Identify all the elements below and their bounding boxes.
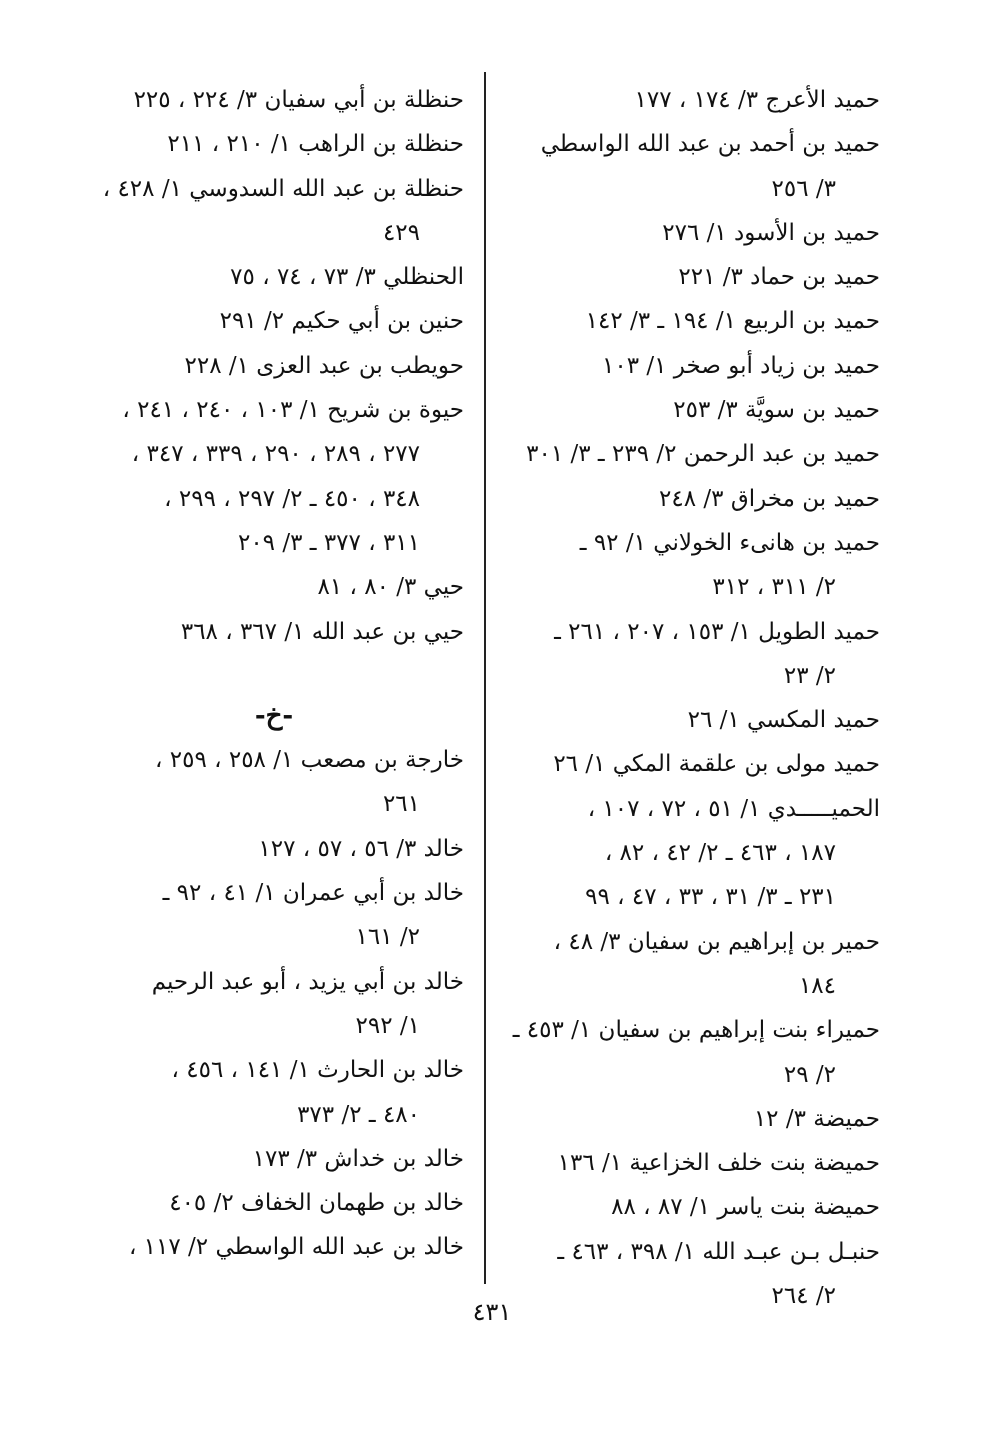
index-group-kha bbox=[84, 738, 464, 1270]
section-heading-kha: -خ- bbox=[254, 700, 294, 731]
index-entry: حميد بن سويَّة ٣/ ٢٥٣ bbox=[673, 397, 880, 424]
index-entry-continuation: ٤٢٩ bbox=[382, 219, 420, 246]
index-entry: حميد بن هانىء الخولاني ١/ ٩٢ ـ bbox=[579, 529, 880, 556]
index-entry: حويطب بن عبد العزى ١/ ٢٢٨ bbox=[184, 352, 464, 379]
index-entry-continuation: ٢٧٧ ، ٢٨٩ ، ٢٩٠ ، ٣٣٩ ، ٣٤٧ ، bbox=[131, 441, 420, 468]
index-entry: حنظلة بن الراهب ١/ ٢١٠ ، ٢١١ bbox=[167, 131, 464, 158]
index-entry: خالد بن خداش ٣/ ١٧٣ bbox=[252, 1145, 464, 1172]
index-entry: خالد بن أبي يزيد ، أبو عبد الرحيم bbox=[151, 968, 464, 995]
index-entry: خالد ٣/ ٥٦ ، ٥٧ ، ١٢٧ bbox=[258, 835, 464, 862]
index-entry-continuation: ٢٦١ bbox=[382, 791, 420, 818]
index-entry: حميضة بنت خلف الخزاعية ١/ ١٣٦ bbox=[557, 1150, 880, 1177]
index-entry-continuation: ٢/ ٣١١ ، ٣١٢ bbox=[712, 574, 836, 601]
index-entry: حميراء بنت إبراهيم بن سفيان ١/ ٤٥٣ ـ bbox=[512, 1017, 880, 1044]
index-group-ha bbox=[84, 78, 464, 654]
index-entry-continuation: ١٨٤ bbox=[798, 972, 836, 999]
index-entry: حمير بن إبراهيم بن سفيان ٣/ ٤٨ ، bbox=[553, 928, 880, 955]
page-number: ٤٣١ bbox=[472, 1298, 512, 1326]
index-entry: حنظلة بن أبي سفيان ٣/ ٢٢٤ ، ٢٢٥ bbox=[133, 87, 464, 113]
index-entry-continuation: ٢/ ٢٩ bbox=[783, 1061, 836, 1088]
index-entry: حيي ٣/ ٨٠ ، ٨١ bbox=[317, 574, 464, 601]
index-entry: حميد الأعرج ٣/ ١٧٤ ، ١٧٧ bbox=[634, 87, 880, 113]
index-entry-continuation: ٣١١ ، ٣٧٧ ـ ٣/ ٢٠٩ bbox=[237, 529, 420, 556]
index-entry: خارجة بن مصعب ١/ ٢٥٨ ، ٢٥٩ ، bbox=[155, 747, 464, 774]
index-entry: الحميـــــدي ١/ ٥١ ، ٧٢ ، ١٠٧ ، bbox=[587, 795, 880, 822]
index-entry: حميد بن الربيع ١/ ١٩٤ ـ ٣/ ١٤٢ bbox=[585, 308, 880, 335]
index-entry-continuation: ٢٣١ ـ ٣/ ٣١ ، ٣٣ ، ٤٧ ، ٩٩ bbox=[585, 884, 836, 911]
index-entry: حميضة بنت ياسر ١/ ٨٧ ، ٨٨ bbox=[611, 1194, 880, 1221]
index-entry: حميد بن عبد الرحمن ٢/ ٢٣٩ ـ ٣/ ٣٠١ bbox=[526, 441, 880, 468]
index-entry: حميضة ٣/ ١٢ bbox=[753, 1105, 880, 1132]
index-entry-continuation: ٢/ ٢٣ bbox=[783, 662, 836, 689]
index-entry: حنين بن أبي حكيم ٢/ ٢٩١ bbox=[219, 308, 464, 335]
index-entry: خالد بن طهمان الخفاف ٢/ ٤٠٥ bbox=[169, 1190, 464, 1217]
index-entry-continuation: ٤٨٠ ـ ٢/ ٣٧٣ bbox=[297, 1101, 420, 1128]
index-entry: خالد بن أبي عمران ١/ ٤١ ، ٩٢ ـ bbox=[162, 880, 464, 907]
index-entry: حنظلة بن عبد الله السدوسي ١/ ٤٢٨ ، bbox=[102, 175, 464, 202]
index-column-left bbox=[84, 78, 464, 1270]
index-entry: حميد بن الأسود ١/ ٢٧٦ bbox=[662, 219, 880, 246]
index-entry: خالد بن الحارث ١/ ١٤١ ، ٤٥٦ ، bbox=[171, 1057, 464, 1084]
index-entry: حميد مولى بن علقمة المكي ١/ ٢٦ bbox=[553, 751, 880, 778]
index-entry: حيي بن عبد الله ١/ ٣٦٧ ، ٣٦٨ bbox=[180, 618, 464, 645]
index-entry-continuation: ٢/ ١٦١ bbox=[355, 924, 420, 951]
index-entry: حيوة بن شريح ١/ ١٠٣ ، ٢٤٠ ، ٢٤١ ، bbox=[122, 397, 464, 424]
index-entry: حميد بن مخراق ٣/ ٢٤٨ bbox=[659, 485, 880, 512]
column-divider bbox=[484, 72, 486, 1284]
index-entry: الحنظلي ٣/ ٧٣ ، ٧٤ ، ٧٥ bbox=[230, 264, 464, 291]
index-entry-continuation: ٢/ ٢٦٤ bbox=[771, 1283, 836, 1310]
index-entry: حنبـل بـن عبـد الله ١/ ٣٩٨ ، ٤٦٣ ـ bbox=[557, 1238, 880, 1265]
index-entry: حميد بن حماد ٣/ ٢٢١ bbox=[678, 264, 880, 291]
index-entry: حميد الطويل ١/ ١٥٣ ، ٢٠٧ ، ٢٦١ ـ bbox=[554, 618, 880, 645]
index-entry: خالد بن عبد الله الواسطي ٢/ ١١٧ ، bbox=[128, 1234, 464, 1261]
index-entry-continuation: ١٨٧ ، ٤٦٣ ـ ٢/ ٤٢ ، ٨٢ ، bbox=[604, 840, 836, 867]
index-entry: حميد بن أحمد بن عبد الله الواسطي bbox=[540, 131, 880, 158]
index-entry-continuation: ١/ ٢٩٢ bbox=[355, 1012, 420, 1039]
index-entry-continuation: ٣٤٨ ، ٤٥٠ ـ ٢/ ٢٩٧ ، ٢٩٩ ، bbox=[164, 485, 420, 512]
index-entry: حميد المكسي ١/ ٢٦ bbox=[687, 707, 880, 734]
index-entry-continuation: ٣/ ٢٥٦ bbox=[771, 175, 836, 202]
index-column-right bbox=[500, 78, 880, 1318]
index-entry: حميد بن زياد أبو صخر ١/ ١٠٣ bbox=[602, 352, 880, 379]
